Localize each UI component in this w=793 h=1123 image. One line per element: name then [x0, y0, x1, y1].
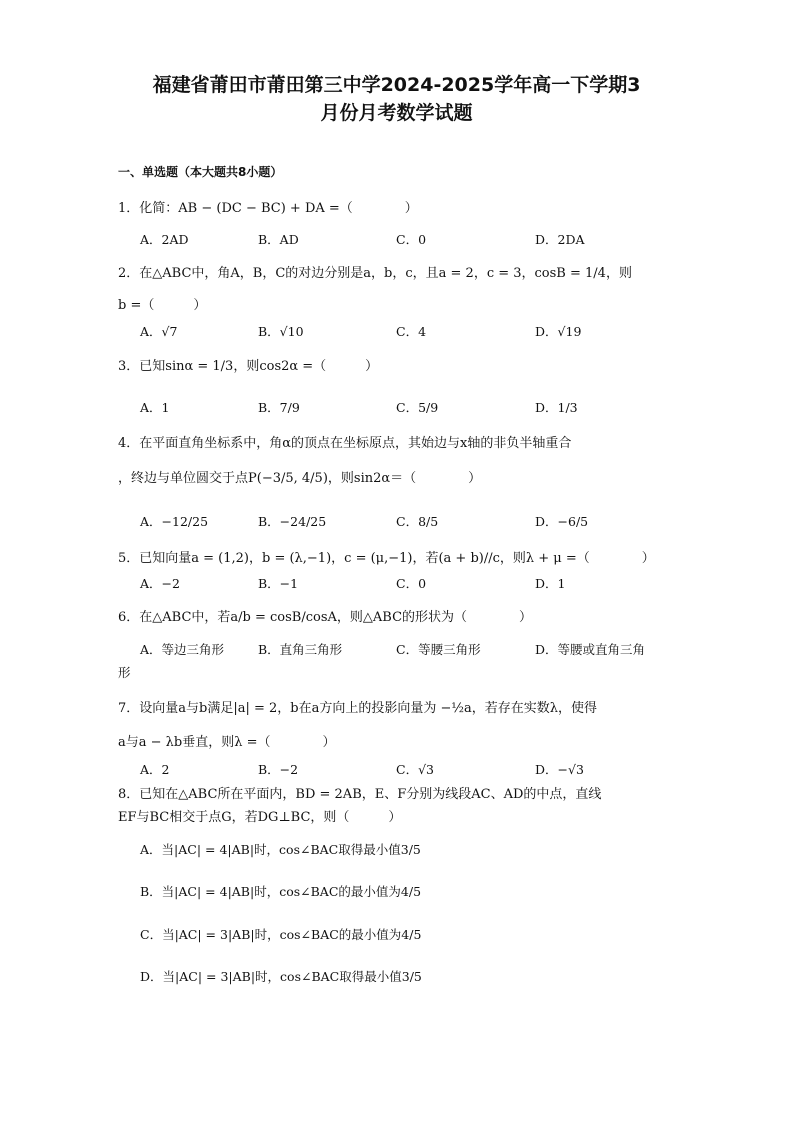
q8-option-b: B．当|AC| = 4|AB|时，cos∠BAC的最小值为4/5: [140, 884, 422, 899]
q1-option-b: B．AD: [258, 232, 299, 247]
section-heading: 一、单选题（本大题共8小题）: [118, 165, 283, 179]
q6-option-c: C．等腰三角形: [396, 642, 481, 657]
q4-option-a: A．−12/25: [140, 514, 209, 529]
q8-option-c: C．当|AC| = 3|AB|时，cos∠BAC的最小值为4/5: [140, 927, 422, 942]
q4-stem-line-1: 4．在平面直角坐标系中，角α的顶点在坐标原点，其始边与x轴的非负半轴重合: [118, 436, 572, 451]
q2-stem-line-2: b =（ ）: [118, 298, 207, 313]
q5-option-b: B．−1: [258, 576, 299, 591]
q1-option-a: A．2AD: [140, 232, 189, 247]
q3-option-b: B．7/9: [258, 400, 300, 415]
q5-option-c: C．0: [396, 576, 427, 591]
q7-option-b: B．−2: [258, 762, 299, 777]
q3-option-c: C．5/9: [396, 400, 439, 415]
q2-option-d: D．√19: [535, 324, 582, 339]
q6-option-b: B．直角三角形: [258, 642, 343, 657]
q2-option-a: A．√7: [140, 324, 178, 339]
q7-option-a: A．2: [140, 762, 170, 777]
q8-stem-line-1: 8．已知在△ABC所在平面内，BD = 2AB，E、F分别为线段AC、AD的中点，直线: [118, 787, 602, 802]
q8-option-d: D．当|AC| = 3|AB|时，cos∠BAC取得最小值3/5: [140, 969, 422, 984]
q5-option-d: D．1: [535, 576, 566, 591]
q3-option-d: D．1/3: [535, 400, 578, 415]
q3-option-a: A．1: [140, 400, 170, 415]
q1-option-c: C．0: [396, 232, 427, 247]
q1-stem: 1．化简：AB − (DC − BC) + DA =（ ）: [118, 201, 418, 216]
q4-stem-line-2: ，终边与单位圆交于点P(−3/5, 4/5)，则sin2α＝（ ）: [118, 471, 482, 486]
q8-stem-line-2: EF与BC相交于点G，若DG⊥BC，则（ ）: [118, 810, 402, 825]
q2-option-c: C．4: [396, 324, 427, 339]
q2-option-b: B．√10: [258, 324, 304, 339]
q7-option-c: C．√3: [396, 762, 434, 777]
q6-option-d: D．等腰或直角三角: [535, 642, 646, 657]
q5-stem: 5．已知向量a = (1,2)，b = (λ,−1)，c = (μ,−1)，若(a + b)//c，则λ + μ =（ ）: [118, 551, 655, 566]
q6-stem: 6．在△ABC中，若a/b = cosB/cosA，则△ABC的形状为（ ）: [118, 610, 533, 625]
q4-option-b: B．−24/25: [258, 514, 327, 529]
exam-title-line-2: 月份月考数学试题: [320, 102, 473, 124]
q4-option-c: C．8/5: [396, 514, 439, 529]
q3-stem: 3．已知sinα = 1/3，则cos2α =（ ）: [118, 359, 379, 374]
exam-title-line-1: 福建省莆田市莆田第三中学2024-2025学年高一下学期3: [152, 74, 641, 96]
q8-option-a: A．当|AC| = 4|AB|时，cos∠BAC取得最小值3/5: [140, 842, 421, 857]
q2-stem-line-1: 2．在△ABC中，角A，B，C的对边分别是a，b，c，且a = 2，c = 3，cosB = 1/4，则: [118, 266, 632, 281]
q6-option-a: A．等边三角形: [140, 642, 225, 657]
q7-option-d: D．−√3: [535, 762, 584, 777]
q5-option-a: A．−2: [140, 576, 180, 591]
q6-option-d-wrap: 形: [118, 665, 131, 680]
q7-stem-line-2: a与a − λb垂直，则λ =（ ）: [118, 735, 336, 750]
q1-option-d: D．2DA: [535, 232, 585, 247]
q4-option-d: D．−6/5: [535, 514, 589, 529]
q7-stem-line-1: 7．设向量a与b满足|a| = 2，b在a方向上的投影向量为 −½a，若存在实数λ，使得: [118, 701, 597, 716]
